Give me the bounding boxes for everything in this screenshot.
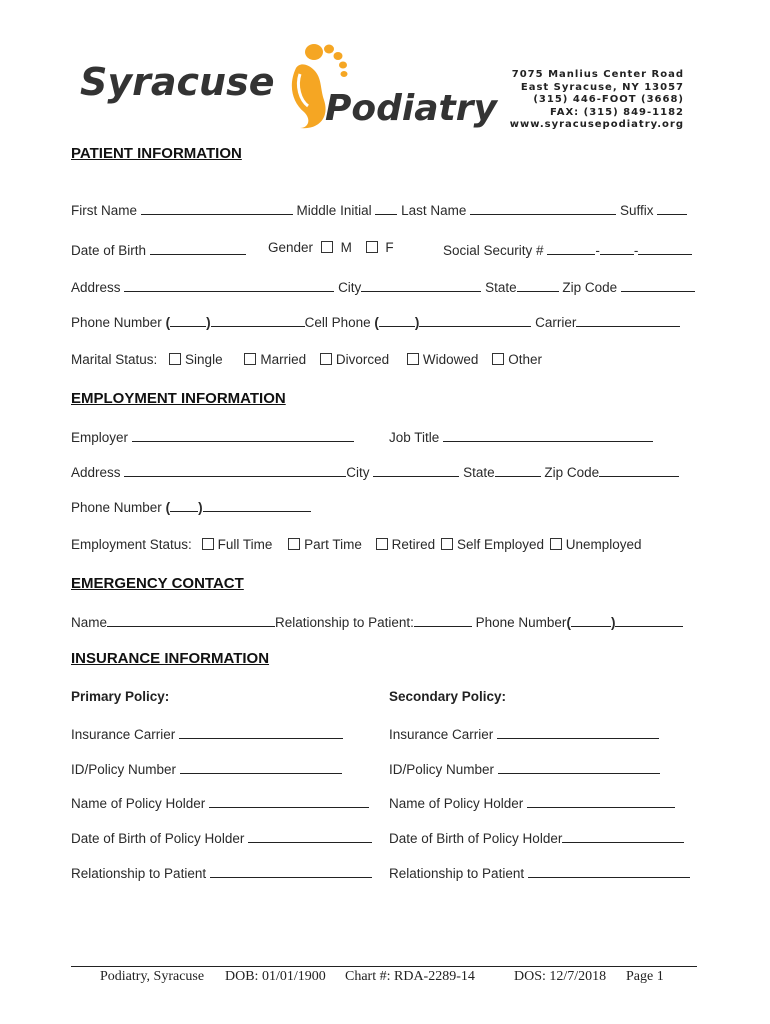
employer-address-label: Address [71, 465, 121, 480]
marital-option: Divorced [335, 352, 390, 367]
employer-address-field[interactable] [124, 462, 346, 477]
emergency-name-label: Name [71, 615, 108, 630]
primary-holder-name-label: Name of Policy Holder [71, 796, 206, 811]
marital-row [71, 352, 542, 367]
employer-phone-area-field[interactable] [170, 497, 198, 512]
city-field[interactable] [361, 277, 481, 292]
employer-zip-label: Zip Code [544, 465, 600, 480]
ssn-field-2[interactable] [600, 240, 634, 255]
employer-phone-field[interactable] [203, 497, 311, 512]
city-label: City [338, 280, 362, 295]
zip-field[interactable] [621, 277, 695, 292]
zip-label: Zip Code [562, 280, 618, 295]
footer-chart: Chart #: RDA-2289-14 [345, 969, 475, 984]
primary-carrier-field[interactable] [179, 724, 343, 739]
state-field[interactable] [517, 277, 559, 292]
ssn-row: Social Security # - - [443, 240, 692, 258]
unemployed-checkbox[interactable] [550, 538, 562, 550]
ssn-field-3[interactable] [638, 240, 692, 255]
emergency-heading: EMERGENCY CONTACT [71, 575, 244, 592]
address-line: (315) 446-FOOT (3668) [533, 94, 684, 105]
secondary-carrier-row [389, 724, 659, 742]
single-checkbox[interactable] [169, 353, 181, 365]
employer-state-field[interactable] [495, 462, 541, 477]
marital-option: Single [185, 352, 223, 367]
first-name-field[interactable] [141, 200, 293, 215]
secondary-policy-number-label: ID/Policy Number [389, 762, 495, 777]
primary-carrier-label: Insurance Carrier [71, 727, 176, 742]
secondary-holder-dob-field[interactable] [562, 828, 684, 843]
employer-address-row [71, 462, 679, 480]
cell-area-field[interactable] [379, 312, 415, 327]
footer-page: Page 1 [626, 969, 664, 984]
first-name-row [71, 200, 687, 218]
other-checkbox[interactable] [492, 353, 504, 365]
dob-field[interactable] [150, 240, 246, 255]
marital-option: Married [260, 352, 307, 367]
primary-policy-heading: Primary Policy: [71, 689, 170, 704]
secondary-relationship-label: Relationship to Patient [389, 866, 525, 881]
emergency-relationship-label: Relationship to Patient: [275, 615, 414, 630]
secondary-policy-heading: Secondary Policy: [389, 689, 507, 704]
employment-status-label: Employment Status: [71, 537, 192, 552]
gender-label: Gender [268, 240, 314, 255]
address-line: FAX: (315) 849-1182 [550, 106, 684, 118]
last-name-label: Last Name [401, 203, 467, 218]
employer-city-label: City [346, 465, 370, 480]
status-option: Self Employed [456, 537, 544, 552]
gender-row [268, 240, 394, 255]
address-line: East Syracuse, NY 13057 [520, 81, 684, 93]
patient-address-row [71, 277, 695, 295]
marital-option: Other [508, 352, 542, 367]
address-label: Address [71, 280, 121, 295]
last-name-field[interactable] [470, 200, 616, 215]
gender-f-label: F [385, 240, 394, 255]
dob-label: Date of Birth [71, 243, 147, 258]
primary-holder-name-field[interactable] [209, 793, 369, 808]
secondary-holder-name-row [389, 793, 675, 811]
employment-heading: EMPLOYMENT INFORMATION [71, 390, 286, 407]
employer-zip-field[interactable] [599, 462, 679, 477]
marital-label: Marital Status: [71, 352, 158, 367]
primary-holder-dob-row [71, 828, 372, 846]
job-title-label: Job Title [389, 430, 440, 445]
primary-holder-dob-label: Date of Birth of Policy Holder [71, 831, 245, 846]
primary-policy-number-row [71, 759, 342, 777]
secondary-relationship-row [389, 863, 690, 881]
primary-policy-number-label: ID/Policy Number [71, 762, 177, 777]
emergency-name-field[interactable] [107, 612, 275, 627]
self-employed-checkbox[interactable] [441, 538, 453, 550]
primary-holder-name-row [71, 793, 369, 811]
footer-dob: DOB: 01/01/1900 [225, 969, 326, 984]
secondary-holder-name-label: Name of Policy Holder [389, 796, 524, 811]
primary-carrier-row [71, 724, 343, 742]
employer-row [71, 427, 354, 445]
status-option: Retired [391, 537, 436, 552]
suffix-label: Suffix [619, 203, 654, 218]
patient-phone-row: Phone Number ( ) Cell Phone ( ) Carrier [71, 312, 680, 330]
ssn-label: Social Security # [443, 243, 544, 258]
employment-status-row [71, 537, 642, 552]
employer-state-label: State [463, 465, 495, 480]
secondary-relationship-field[interactable] [528, 863, 690, 878]
emergency-phone-field[interactable] [615, 612, 683, 627]
address-line: www.syracusepodiatry.org [509, 119, 684, 130]
state-label: State [485, 280, 517, 295]
secondary-policy-number-field[interactable] [498, 759, 660, 774]
suffix-field[interactable] [657, 200, 687, 215]
phone-field[interactable] [211, 312, 305, 327]
secondary-carrier-label: Insurance Carrier [389, 727, 494, 742]
employer-label: Employer [71, 430, 129, 445]
address-line: 7075 Manlius Center Road [511, 69, 684, 80]
carrier-label: Carrier [535, 315, 577, 330]
patient-heading: PATIENT INFORMATION [71, 145, 242, 162]
middle-initial-field[interactable] [375, 200, 397, 215]
middle-initial-label: Middle Initial [296, 203, 372, 218]
secondary-holder-name-field[interactable] [527, 793, 675, 808]
emergency-relationship-field[interactable] [414, 612, 472, 627]
primary-relationship-row [71, 863, 372, 881]
part-time-checkbox[interactable] [288, 538, 300, 550]
employer-city-field[interactable] [373, 462, 459, 477]
insurance-heading: INSURANCE INFORMATION [71, 650, 270, 667]
primary-holder-dob-field[interactable] [248, 828, 372, 843]
secondary-policy-number-row [389, 759, 660, 777]
phone-label: Phone Number [71, 315, 162, 330]
primary-relationship-label: Relationship to Patient [71, 866, 207, 881]
married-checkbox[interactable] [244, 353, 256, 365]
job-title-row [389, 427, 653, 445]
emergency-phone-label: Phone Number [475, 615, 567, 630]
carrier-field[interactable] [576, 312, 680, 327]
emergency-phone-area-field[interactable] [571, 612, 611, 627]
full-time-checkbox[interactable] [202, 538, 214, 550]
footer-practice: Podiatry, Syracuse [100, 969, 205, 984]
job-title-field[interactable] [443, 427, 653, 442]
address-field[interactable] [124, 277, 334, 292]
status-option: Full Time [217, 537, 273, 552]
first-name-label: First Name [71, 203, 138, 218]
cell-label: Cell Phone [304, 315, 371, 330]
secondary-holder-dob-row [389, 828, 684, 846]
practice-address [510, 69, 684, 132]
employer-phone-label: Phone Number [71, 500, 162, 515]
phone-area-field[interactable] [170, 312, 206, 327]
secondary-carrier-field[interactable] [497, 724, 659, 739]
logo-word-podiatry: Podiatry [325, 88, 497, 129]
marital-option: Widowed [422, 352, 479, 367]
cell-field[interactable] [419, 312, 531, 327]
footer-divider [71, 966, 697, 967]
divorced-checkbox[interactable] [320, 353, 332, 365]
gender-f-checkbox[interactable] [366, 241, 378, 253]
footer-dos: DOS: 12/7/2018 [514, 969, 607, 984]
secondary-holder-dob-label: Date of Birth of Policy Holder [389, 831, 563, 846]
logo-word-syracuse: Syracuse [80, 60, 275, 104]
retired-checkbox[interactable] [376, 538, 388, 550]
emergency-row: Name Relationship to Patient: Phone Number( ) [71, 612, 683, 630]
dob-row [71, 240, 246, 258]
logo [80, 40, 520, 135]
gender-m-label: M [340, 240, 352, 255]
widowed-checkbox[interactable] [407, 353, 419, 365]
status-option: Unemployed [565, 537, 642, 552]
gender-m-checkbox[interactable] [321, 241, 333, 253]
ssn-field-1[interactable] [547, 240, 595, 255]
status-option: Part Time [304, 537, 362, 552]
employer-field[interactable] [132, 427, 354, 442]
primary-policy-number-field[interactable] [180, 759, 342, 774]
employer-phone-row: Phone Number ( ) [71, 497, 311, 515]
primary-relationship-field[interactable] [210, 863, 372, 878]
